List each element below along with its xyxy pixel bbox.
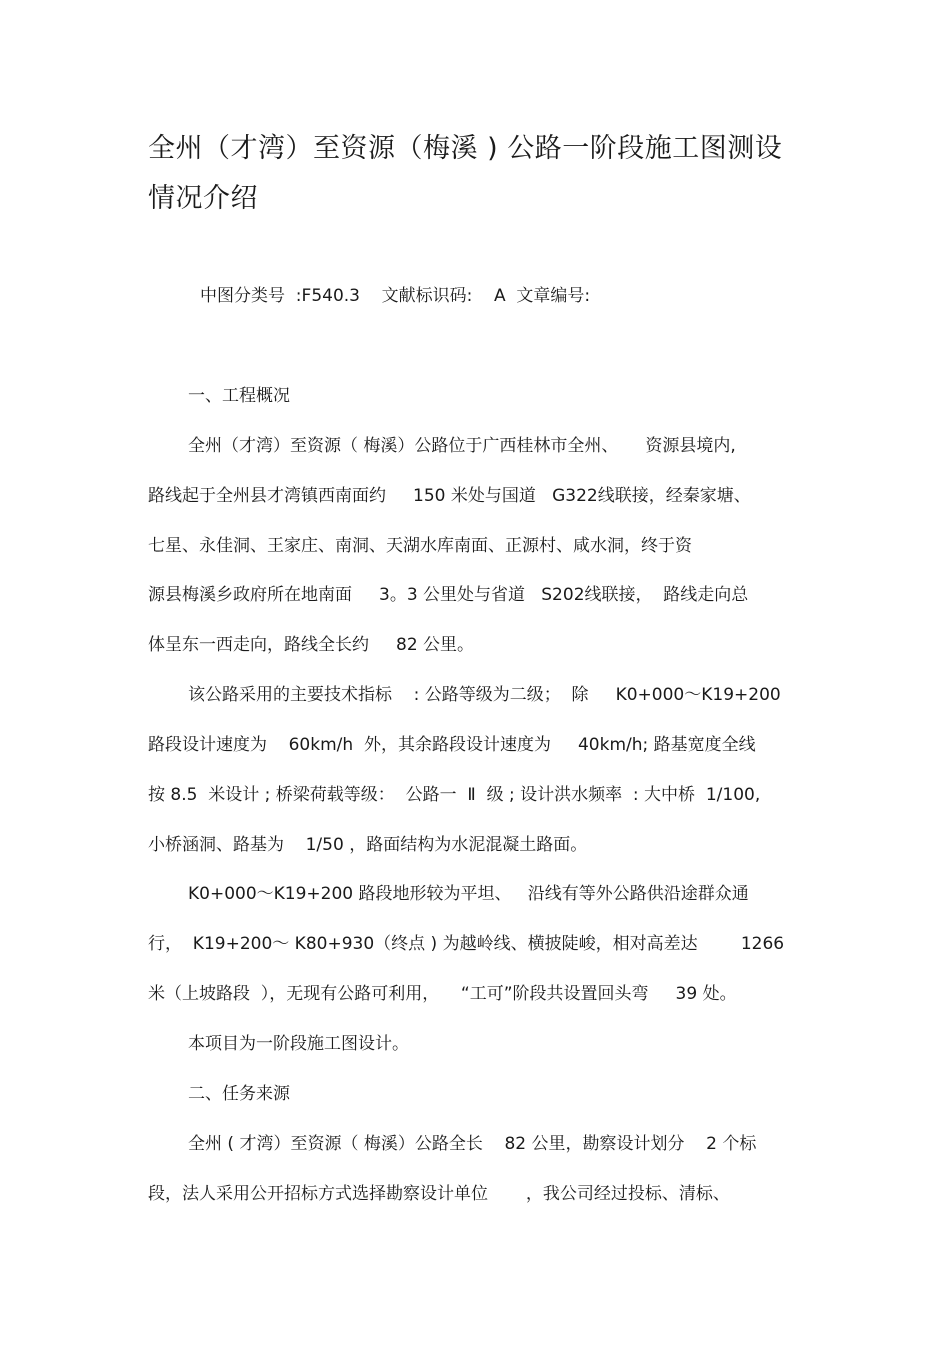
body-line: 体呈东一西走向，路线全长约 82 公里。 (148, 635, 475, 656)
document-body (148, 372, 808, 1219)
body-line: 一、工程概况 (188, 386, 290, 406)
classification-meta: 中图分类号 :F540.3 文献标识码: A 文章编号: (200, 286, 591, 306)
body-line: 七星、永佳洞、王家庄、南洞、天湖水库南面、正源村、咸水洞，终于资 (148, 535, 692, 556)
document-title (148, 124, 828, 224)
title-line: 全州（才湾）至资源（梅溪 ) 公路一阶段施工图测设 (148, 133, 783, 164)
body-line: 米（上坡路段 ），无现有公路可利用， “工可”阶段共设置回头弯 39 处。 (148, 984, 737, 1005)
body-line: 二、任务来源 (188, 1083, 290, 1104)
title-line: 情况介绍 (148, 183, 258, 214)
body-line: 小桥涵洞、路基为 1/50 ，路面结构为水泥混凝土路面。 (148, 834, 588, 855)
body-line: 路线起于全州县才湾镇西南面约 150 米处与国道 G322线联接，经秦家塘、 (148, 485, 751, 506)
body-line: 源县梅溪乡政府所在地南面 3。3 公里处与省道 S202线联接， 路线走向总 (148, 585, 749, 606)
body-line: 行， K19+200～ K80+930（终点 ) 为越岭线、横披陡峻，相对高差达 1266 (148, 934, 785, 955)
body-line: 本项目为一阶段施工图设计。 (188, 1033, 409, 1054)
body-line: 路段设计速度为 60km/h 外，其余路段设计速度为 40km/h; 路基宽度全线 (148, 734, 756, 755)
body-line: 段，法人采用公开招标方式选择勘察设计单位 ，我公司经过投标、清标、 (148, 1183, 730, 1204)
body-line: 按 8.5 米设计 ; 桥梁荷载等级： 公路一 Ⅱ 级 ; 设计洪水频率 : 大中桥 1/100, (148, 784, 761, 805)
body-line: 全州（才湾）至资源（ 梅溪）公路位于广西桂林市全州、 资源县境内, (188, 435, 736, 456)
body-line: 全州 ( 才湾）至资源（ 梅溪）公路全长 82 公里，勘察设计划分 2 个标 (188, 1133, 757, 1154)
body-line: K0+000～K19+200 路段地形较为平坦、 沿线有等外公路供沿途群众通 (188, 884, 749, 905)
body-line: 该公路采用的主要技术指标 : 公路等级为二级； 除 K0+000～K19+200 (188, 685, 781, 706)
